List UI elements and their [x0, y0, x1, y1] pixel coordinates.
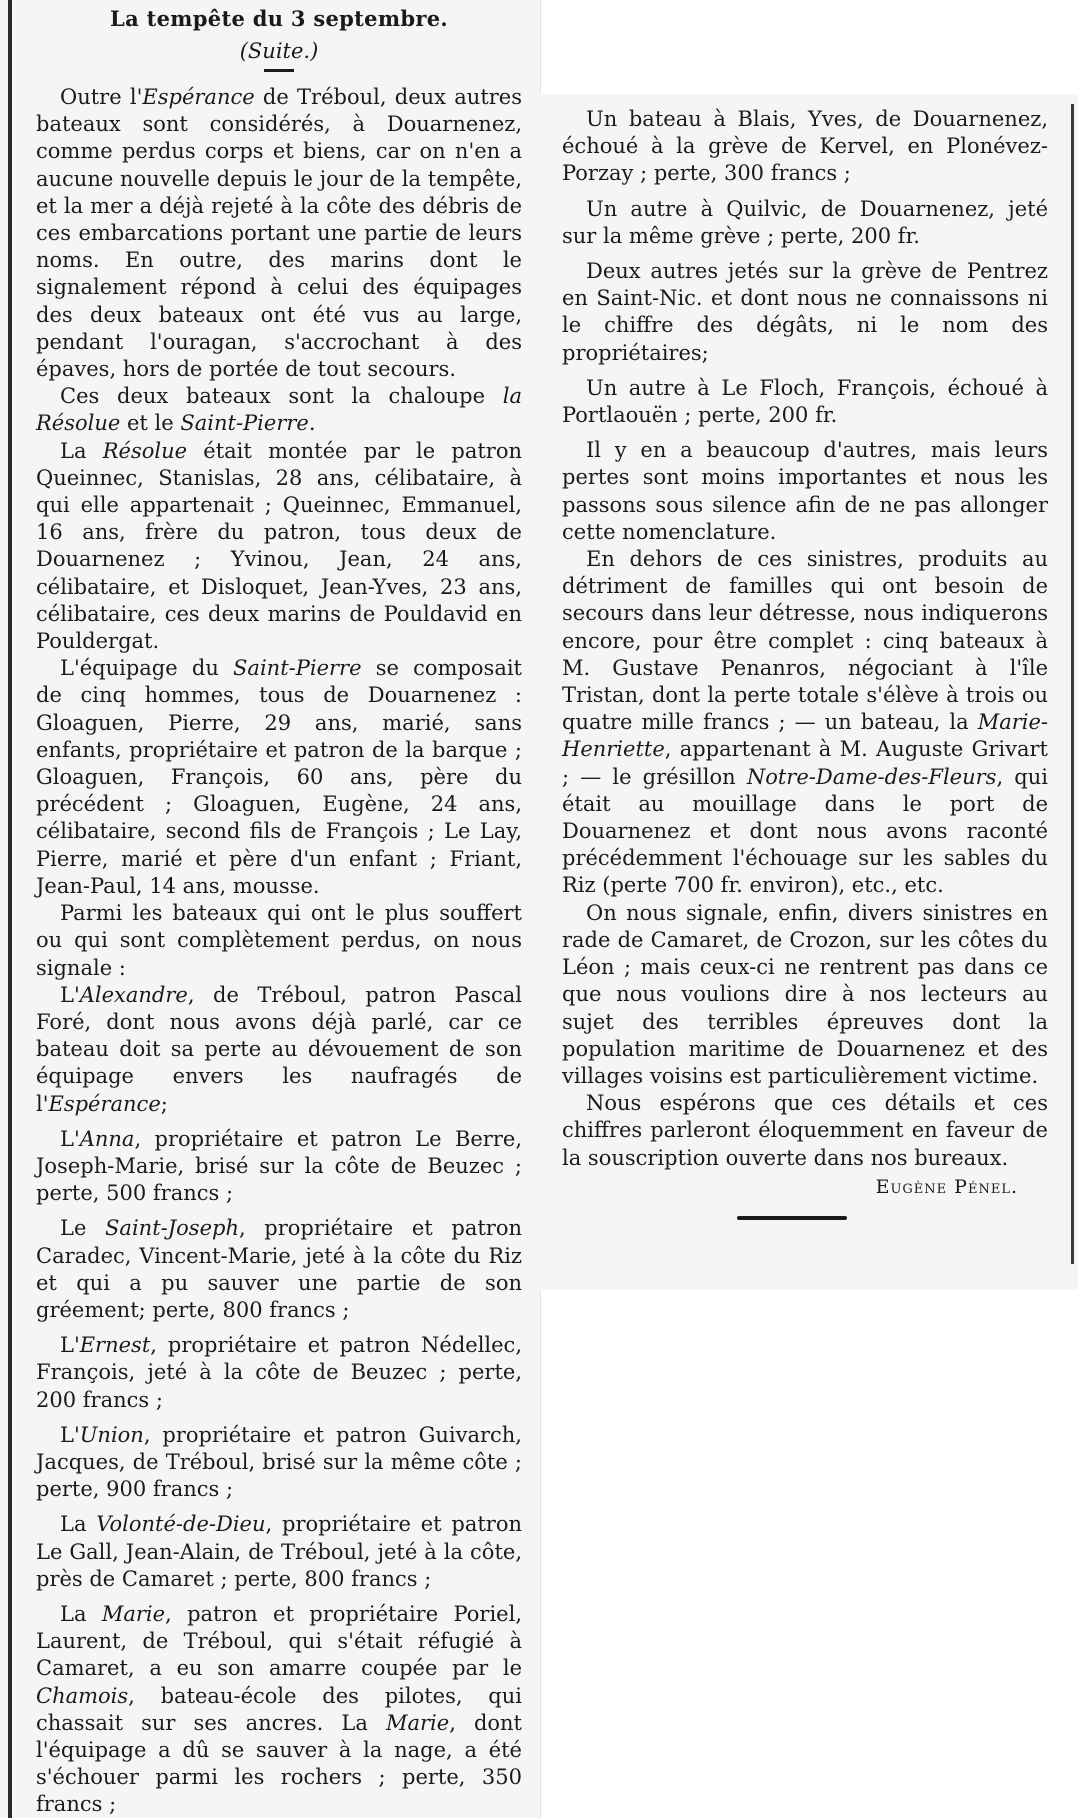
paragraph — [36, 1332, 522, 1414]
paragraph — [562, 437, 1048, 546]
column-edge-rule — [1071, 104, 1074, 1264]
italic-text: Alexandre — [79, 982, 188, 1007]
text-run: L' — [60, 1333, 80, 1358]
text-run: La — [60, 1512, 97, 1537]
text-run: était montée par le patron Queinnec, Stanislas, 28 ans, célibataire, à qui elle appartenait ; Queinnec, Emmanuel, 16 ans, frère du patron, tous deux de Douarnenez ; Yvinou, Jean, 24 ans, célibataire, et Disloquet, Jean-Yves, 23 ans, célibataire, ces deux marins de Pouldavid en Pouldergat. — [36, 438, 522, 654]
italic-text: Chamois — [36, 1683, 129, 1708]
text-run: Un bateau à Blais, Yves, de Douarnenez, échoué à la grève de Kervel, en Plonévez-Porzay ; perte, 300 francs ; — [562, 107, 1048, 186]
text-run: La — [60, 1601, 102, 1626]
text-run: Un autre à Le Floch, François, échoué à Portlaouën ; perte, 200 fr. — [562, 375, 1048, 428]
paragraph — [562, 900, 1048, 1090]
text-run: Ces deux bateaux sont la chaloupe — [60, 384, 503, 409]
paragraph — [36, 1601, 522, 1819]
paragraph — [562, 375, 1048, 429]
italic-text: Saint-Joseph — [105, 1216, 239, 1241]
italic-text: Résolue — [102, 438, 188, 463]
italic-text: Espérance — [142, 85, 255, 109]
text-run: L' — [60, 982, 80, 1007]
text-run: Deux autres jetés sur la grève de Pentrez en Saint-Nic. et dont nous ne connaissons ni le chiffre des dégâts, ni le nom des propriétaires; — [562, 259, 1048, 365]
italic-text: Saint-Pierre — [233, 656, 362, 681]
end-rule — [737, 1216, 847, 1220]
paragraph — [36, 438, 522, 656]
text-run: Le — [60, 1216, 106, 1241]
article-subtitle: (Suite.) — [239, 39, 319, 63]
paragraph — [36, 1422, 522, 1504]
text-run: , bateau-école des pilotes, qui chassait sur ses ancres. La — [36, 1683, 522, 1735]
italic-text: Marie-Henriette — [562, 710, 1048, 762]
italic-text: Union — [79, 1422, 144, 1447]
text-run: , propriétaire et patron Le Gall, Jean-Alain, de Tréboul, jeté à la côte, près de Camaret ; perte, 800 francs ; — [36, 1512, 523, 1591]
text-run: . — [308, 411, 316, 436]
text-run: L' — [60, 1126, 80, 1151]
paragraph — [36, 383, 522, 437]
text-run: ; — [160, 1091, 168, 1116]
text-run: Un autre à Quilvic, de Douarnenez, jeté sur la même grève ; perte, 200 fr. — [562, 196, 1048, 248]
text-run: , de Tréboul, patron Pascal Foré, dont nous avons déjà parlé, car ce bateau doit sa perte au dévouement de son équipage envers les naufragés de l' — [36, 982, 522, 1116]
text-run: On nous signale, enfin, divers sinistres en rade de Camaret, de Crozon, sur les côtes du Léon ; mais ceux-ci ne rentrent pas dans ce que nous voulions dire à nos lecteurs au sujet des terribles épreuves dont la population maritime de Douarnenez et des villages voisins est particulièrement victime. — [562, 900, 1048, 1088]
right-paragraphs — [562, 106, 1048, 1172]
left-column — [0, 0, 541, 1818]
text-run: , dont l'équipage a dû se sauver à la nage, a été s'échouer parmi les rochers ; perte, 350 francs ; — [36, 1710, 522, 1817]
text-run: , appartenant à M. Auguste Grivart ; — le grésillon — [562, 737, 1048, 789]
text-run: , propriétaire et patron Guivarch, Jacques, de Tréboul, brisé sur la même côte ; perte, 900 francs ; — [36, 1422, 522, 1502]
paragraph — [36, 900, 522, 982]
margin-rule — [8, 0, 12, 1818]
right-column-text — [562, 106, 1048, 1220]
text-run: , propriétaire et patron Caradec, Vincent-Marie, jeté à la côte du Riz et qui a pu sauver une partie de son gréement; perte, 800 francs ; — [36, 1216, 522, 1322]
paragraph — [562, 106, 1048, 188]
left-column-text — [36, 6, 522, 1819]
paragraph — [562, 546, 1048, 900]
italic-text: Volonté-de-Dieu — [96, 1512, 266, 1537]
left-paragraphs — [36, 84, 522, 1819]
paragraph — [36, 1126, 522, 1208]
text-run: , qui était au mouillage dans le port de Douarnenez et dont nous avons raconté précédemment l'échouage sur les sables du Riz (perte 700 fr. environ), etc., etc. — [562, 764, 1048, 898]
paragraph — [36, 1215, 522, 1324]
paragraph — [562, 1090, 1048, 1172]
text-run: de Tréboul, deux autres bateaux sont considérés, à Douarnenez, comme perdus corps et biens, car on n'en a aucune nouvelle depuis le jour de la tempête, et la mer a déjà rejeté à la côte des débris de ces embarcations portant une partie de leurs noms. En outre, des marins dont le signalement répond à celui des équipages des deux bateaux ont été vus au large, pendant l'ouragan, s'accrochant à des épaves, hors de portée de tout secours. — [36, 85, 523, 382]
paragraph — [36, 1511, 522, 1593]
italic-text: Saint-Pierre — [180, 411, 309, 436]
paragraph — [562, 258, 1048, 367]
text-run: Nous espérons que ces détails et ces chiffres parleront éloquemment en faveur de la souscription ouverte dans nos bureaux. — [562, 1091, 1048, 1170]
italic-text: Ernest — [79, 1333, 151, 1358]
text-run: L'équipage du — [60, 656, 234, 681]
paragraph — [36, 982, 522, 1118]
text-run: et le — [120, 411, 181, 436]
text-run: , propriétaire et patron Nédellec, François, jeté à la côte de Beuzec ; perte, 200 francs ; — [36, 1333, 522, 1412]
text-run: , patron et propriétaire Poriel, Laurent, de Tréboul, qui s'était réfugié à Camaret, a eu son amarre coupée par le — [36, 1601, 522, 1681]
text-run: Outre l' — [60, 85, 143, 109]
text-run: se composait de cinq hommes, tous de Douarnenez : Gloaguen, Pierre, 29 ans, marié, sans enfants, propriétaire et patron de la barque ; Gloaguen, François, 60 ans, père du précédent ; Gloaguen, Eugène, 24 ans, célibataire, second fils de François ; Le Lay, Pierre, marié et père d'un enfant ; Friant, Jean-Paul, 14 ans, mousse. — [36, 656, 522, 898]
text-run: , propriétaire et patron Le Berre, Joseph-Marie, brisé sur la côte de Beuzec ; perte, 500 francs ; — [36, 1126, 522, 1206]
text-run: Il y en a beaucoup d'autres, mais leurs pertes sont moins importantes et nous les passons sous silence afin de ne pas allonger cette nomenclature. — [562, 438, 1048, 544]
italic-text: Marie — [101, 1601, 166, 1626]
text-run: La — [60, 438, 103, 463]
italic-text: Marie — [385, 1710, 450, 1735]
right-column — [540, 94, 1078, 1290]
paragraph — [36, 84, 522, 383]
article-title: La tempête du 3 septembre. — [110, 6, 448, 31]
italic-text: Notre-Dame-des-Fleurs — [746, 764, 997, 789]
text-run: En dehors de ces sinistres, produits au détriment de familles qui ont besoin de secours dans leur détresse, nous indiquerons encore, pour être complet : cinq bateaux à M. Gustave Penanros, négociant à l'île Tristan, dont la perte totale s'élève à trois ou quatre mille francs ; — un bateau, la — [562, 547, 1048, 735]
italic-text: la Résolue — [36, 384, 522, 436]
paragraph — [562, 196, 1048, 250]
italic-text: Espérance — [48, 1091, 161, 1116]
title-rule — [264, 69, 294, 72]
italic-text: Anna — [79, 1126, 135, 1151]
paragraph — [36, 655, 522, 900]
author-signature: Eugène Pénel. — [875, 1175, 1018, 1198]
text-run: L' — [60, 1422, 80, 1447]
text-run: Parmi les bateaux qui ont le plus souffert ou qui sont complètement perdus, on nous signale : — [36, 901, 522, 980]
